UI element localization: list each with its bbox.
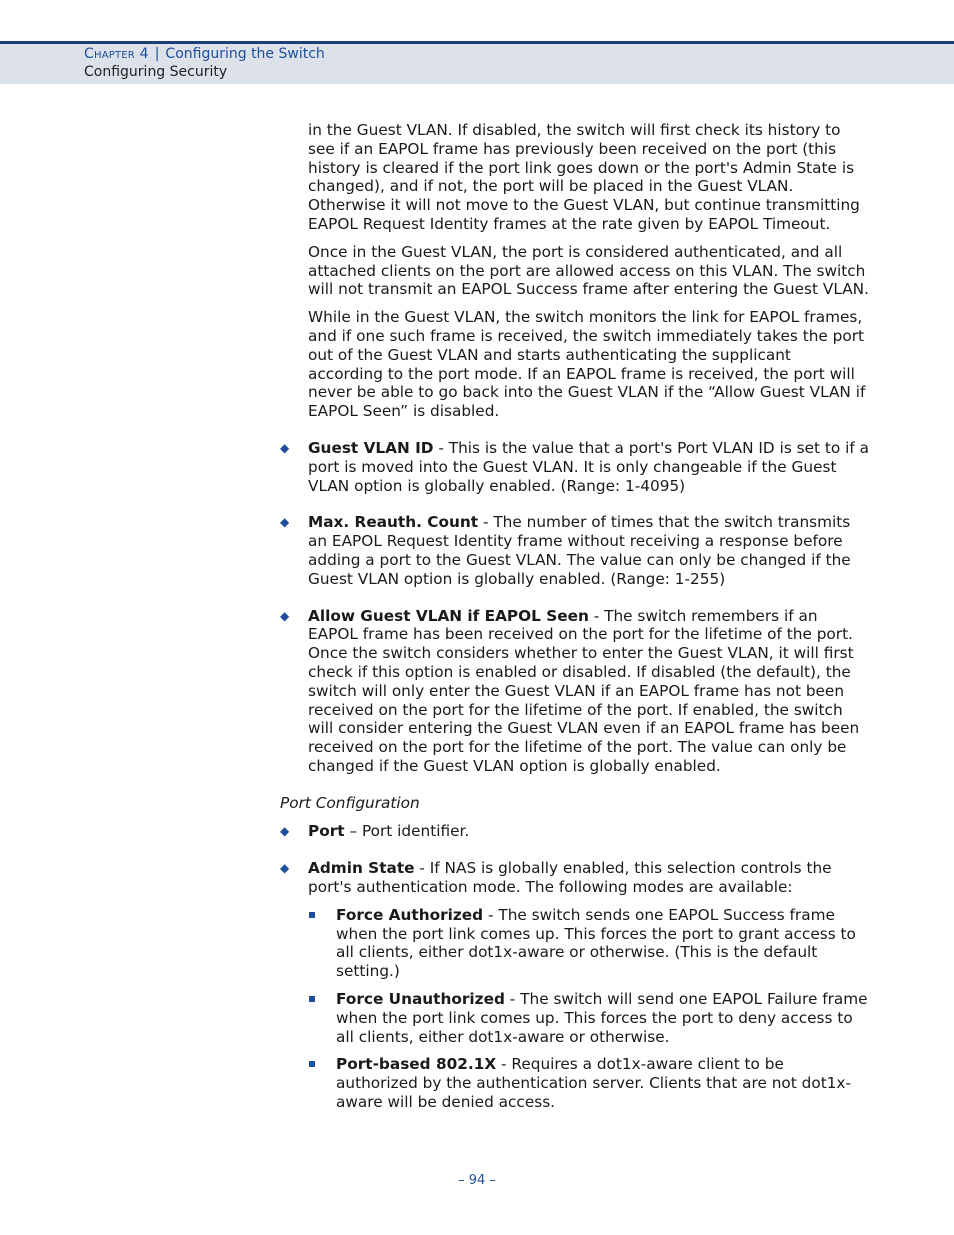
definition: - The switch will send one EAPOL Failure frame when the port link comes up. This forces the port to deny access to all clients, either dot1x-aware or otherwise. — [336, 990, 868, 1046]
diamond-bullet-icon: ◆ — [280, 440, 290, 455]
list-item — [280, 859, 870, 897]
list-item — [280, 822, 870, 841]
paragraph: While in the Guest VLAN, the switch monitors the link for EAPOL frames, and if one such frame is received, the switch immediately takes the port out of the Guest VLAN and starts authenticating the supplicant according to the port mode. If an EAPOL frame is received, the port will never be able to go back into the Guest VLAN if the “Allow Guest VLAN if EAPOL Seen” is disabled. — [308, 308, 866, 421]
page-number: – 94 – — [458, 1173, 496, 1188]
term: Allow Guest VLAN if EAPOL Seen — [308, 606, 589, 625]
term: Port — [308, 821, 345, 840]
sub-list-item — [280, 906, 870, 981]
definition: - The switch remembers if an EAPOL frame has been received on the port for the lifetime of the port. Once the switch considers whether to enter the Guest VLAN, it will first check if this option is enabled or disabled. If disabled (the default), the switch will only enter the Guest VLAN if an EAPOL frame has not been received on the port for the lifetime of the port. If enabled, the switch will consider entering the Guest VLAN even if an EAPOL frame has been received on the port for the lifetime of the port. The value can only be changed if the Guest VLAN option is globally enabled. — [308, 606, 860, 775]
diamond-bullet-icon: ◆ — [280, 823, 290, 838]
diamond-bullet-icon: ◆ — [280, 861, 290, 876]
diamond-bullet-icon: ◆ — [280, 515, 290, 530]
term: Guest VLAN ID — [308, 438, 434, 457]
chapter-title: Configuring the Switch — [165, 46, 325, 62]
subsection-heading: Port Configuration — [280, 793, 420, 812]
sub-list-item — [280, 1055, 870, 1111]
header-separator: | — [154, 46, 160, 62]
term: Port-based 802.1X — [336, 1055, 497, 1074]
list-item — [280, 607, 870, 776]
definition: - If NAS is globally enabled, this selection controls the port's authentication mode. The following modes are available: — [308, 859, 832, 897]
page-body — [280, 121, 870, 1112]
diamond-bullet-icon: ◆ — [280, 608, 290, 623]
term: Force Authorized — [336, 905, 484, 924]
definition: – Port identifier. — [344, 821, 470, 840]
running-header — [0, 41, 954, 84]
definition: - The switch sends one EAPOL Success frame when the port link comes up. This forces the port to grant access to all clients, either dot1x-aware or otherwise. (This is the default setting.) — [336, 905, 856, 981]
term: Admin State — [308, 859, 415, 878]
list-item — [280, 439, 870, 495]
square-bullet-icon — [309, 996, 315, 1002]
chapter-line — [84, 46, 325, 62]
definition: - Requires a dot1x-aware client to be authorized by the authentication server. Clients that are not dot1x-aware will be denied access. — [336, 1055, 851, 1112]
definition: - This is the value that a port's Port VLAN ID is set to if a port is moved into the Guest VLAN. It is only changeable if the Guest VLAN option is globally enabled. (Range: 1-4095) — [308, 438, 869, 495]
section-title: Configuring Security — [84, 64, 228, 80]
list-item — [280, 513, 870, 588]
square-bullet-icon — [309, 1061, 315, 1067]
sub-list-item — [280, 990, 870, 1046]
paragraph: Once in the Guest VLAN, the port is considered authenticated, and all attached clients on the port are allowed access on this VLAN. The switch will not transmit an EAPOL Success frame after entering the Guest VLAN. — [308, 242, 869, 299]
definition: - The number of times that the switch transmits an EAPOL Request Identity frame without receiving a response before adding a port to the Guest VLAN. The value can only be changed if the Guest VLAN option is globally enabled. (Range: 1-255) — [308, 513, 851, 588]
paragraph: in the Guest VLAN. If disabled, the switch will first check its history to see if an EAPOL frame has previously been received on the port (this history is cleared if the port link goes down or the port's Admin State is changed), and if not, the port will be placed in the Guest VLAN. Otherwise it will not move to the Guest VLAN, but continue transmitting EAPOL Request Identity frames at the rate given by EAPOL Timeout. — [308, 121, 860, 233]
term: Force Unauthorized — [336, 990, 505, 1009]
square-bullet-icon — [309, 912, 315, 918]
term: Max. Reauth. Count — [308, 513, 479, 532]
chapter-label: Chapter 4 — [84, 46, 149, 62]
